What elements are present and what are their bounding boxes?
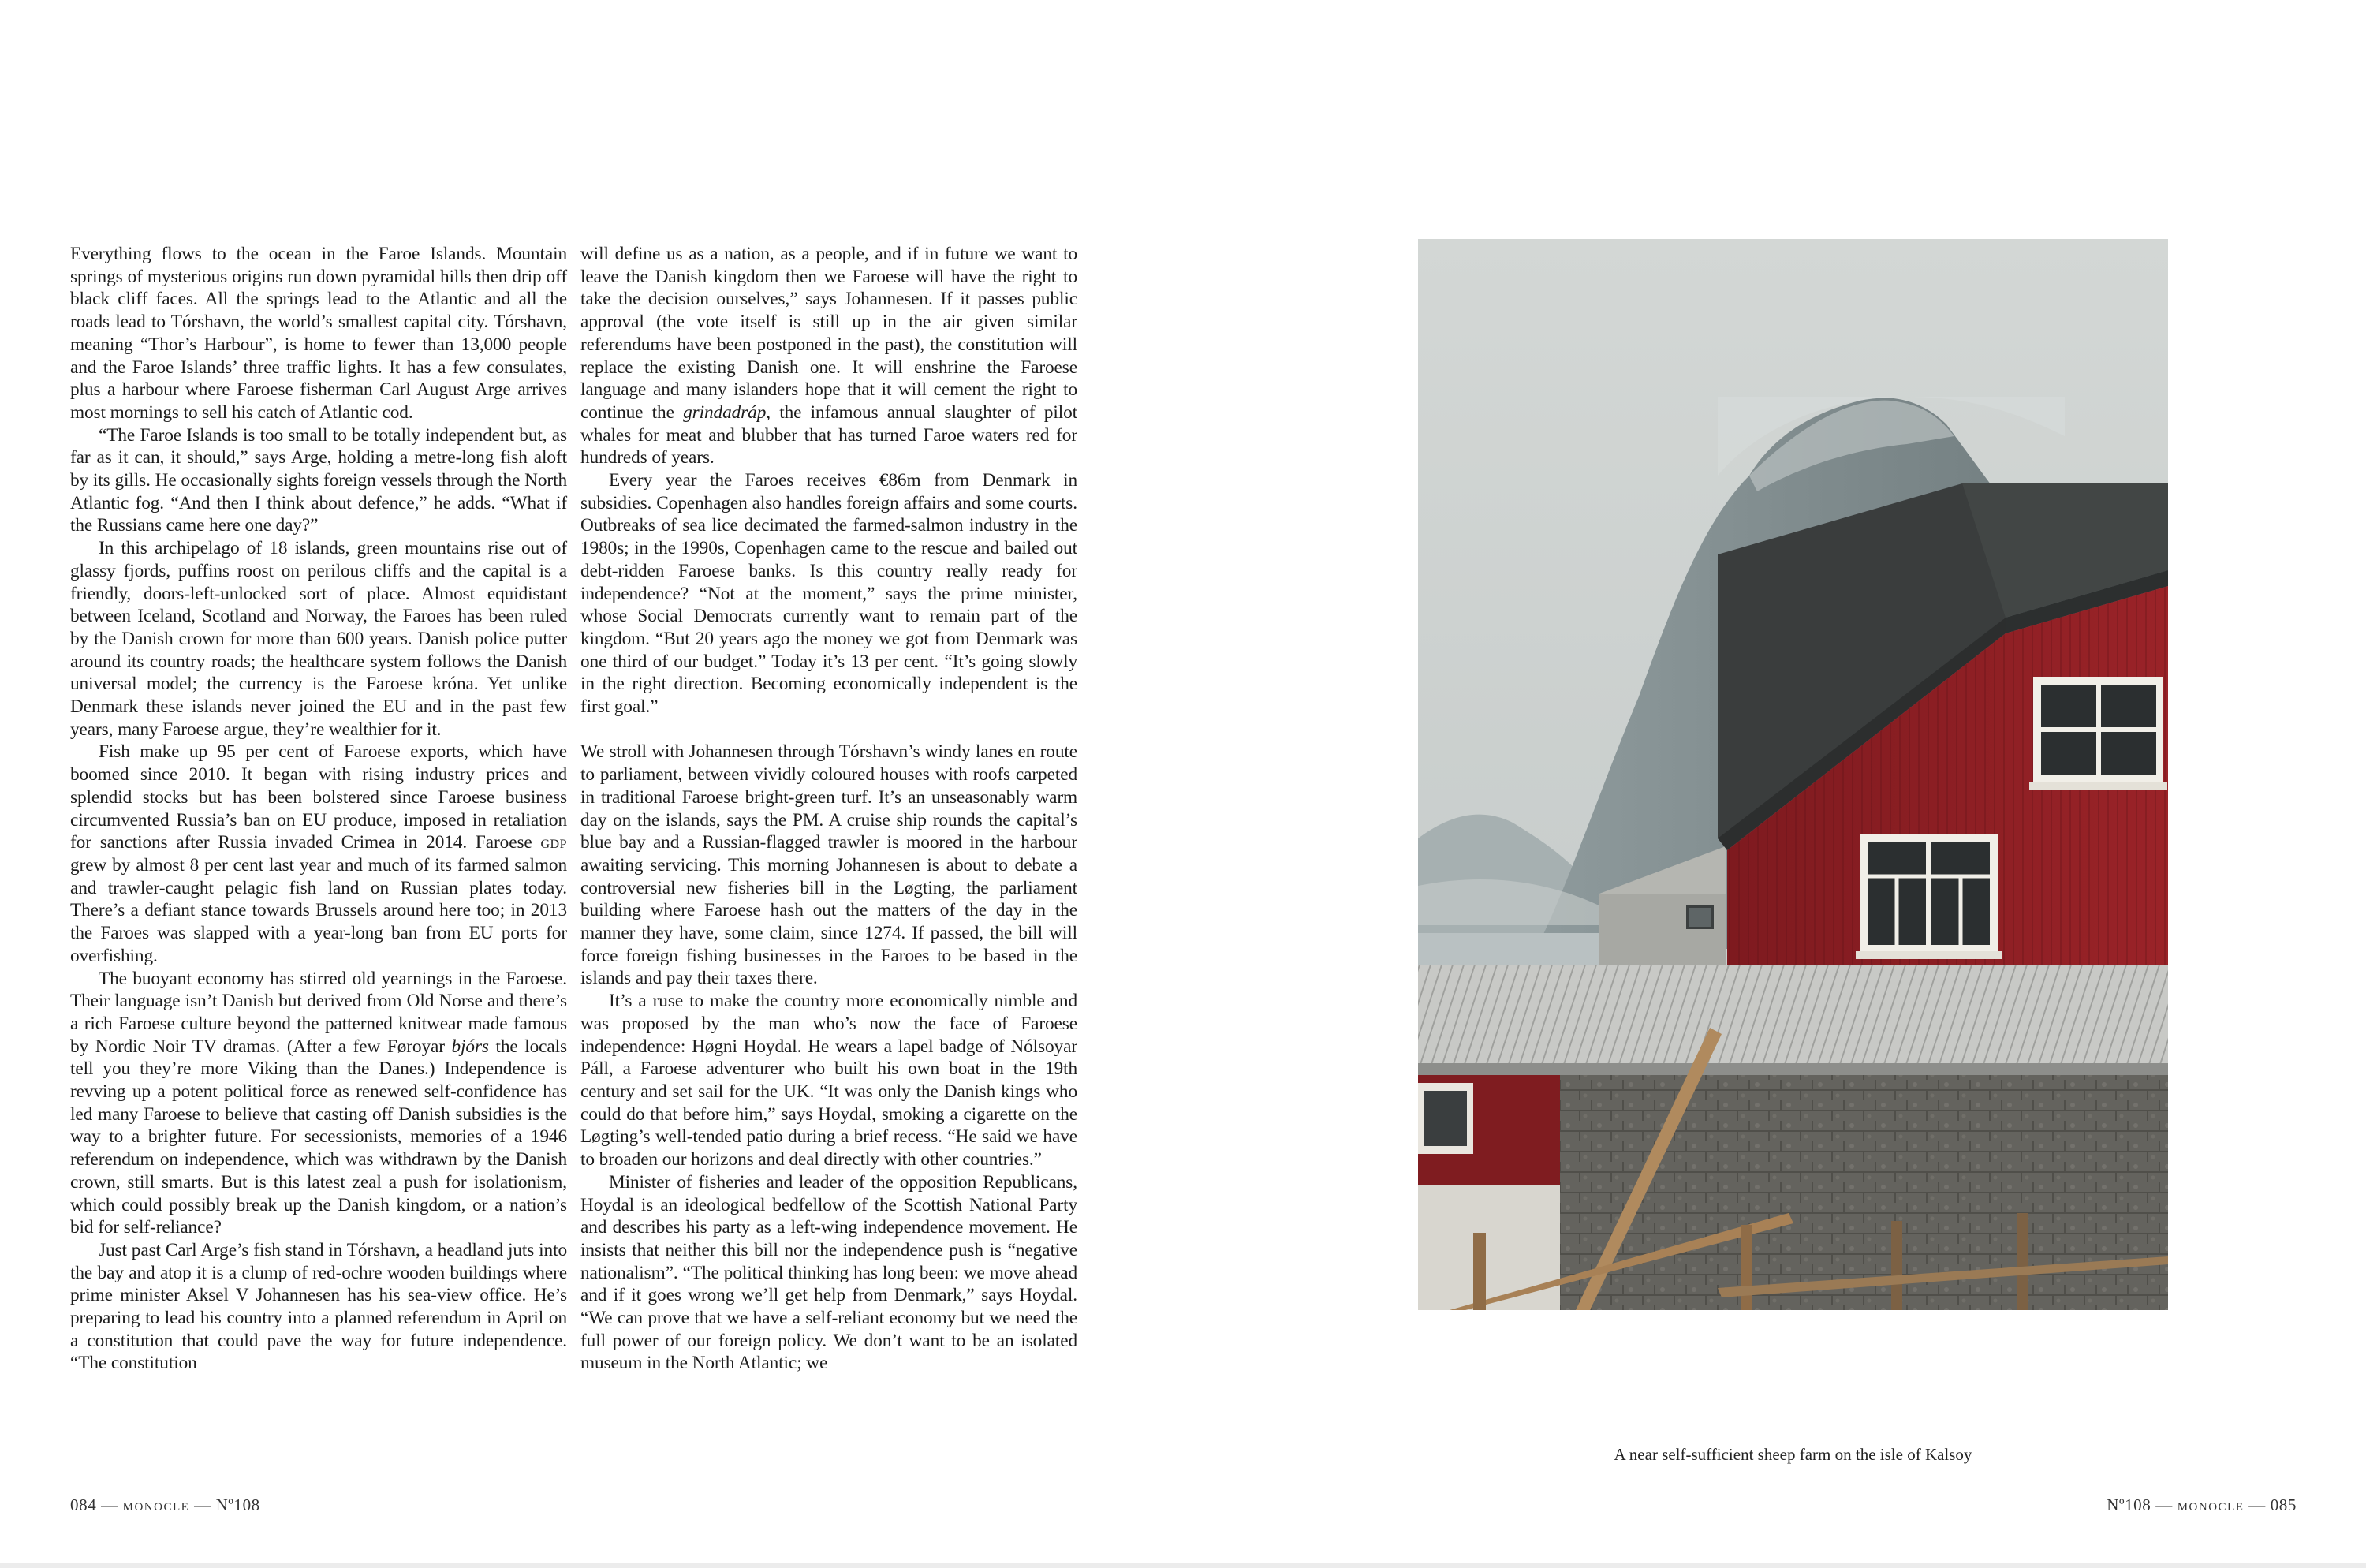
text-run: will define us as a nation, as a people, and if in future we want to leave the Danish kingdom then we Faroese will have the right to take the decision ourselves,” says Johannesen. If it passes public approval (the vote itself is still up in the air given similar referendums have been postponed in the past), the constitution will replace the existing Danish one. It will enshrine the Faroese language and many islanders hope that it will cement the right to continue the [580, 244, 1077, 423]
bottom-edge [0, 1563, 2366, 1568]
folio-separator: — [2244, 1495, 2271, 1514]
magazine-name: monocle [2177, 1495, 2245, 1514]
folio-right [2107, 1495, 2297, 1515]
italic-term: grindadráp [683, 401, 767, 423]
article-column-1 [70, 243, 567, 1375]
text-run: , the infamous annual slaughter of pilot whales for meat and blubber that has turned Faroe waters red for hundreds of years. [580, 401, 1077, 469]
paragraph [70, 741, 567, 967]
paragraph: We stroll with Johannesen through Tórshavn’s windy lanes en route to parliament, between vividly coloured houses with roofs carpeted in traditional Faroese bright-green turf. It’s an unseasonably warm day on the islands, says the PM. A cruise ship rounds the capital’s blue bay and a Russian-flagged trawler is moored in the harbour awaiting servicing. This morning Johannesen is about to debate a controversial new fisheries bill in the Løgting, the parliament building where Faroese hash out the matters of the day in the manner they have, some claim, since 1274. If passed, the bill will force foreign fishing businesses in the Faroes to be based in the islands and pay their taxes there. [580, 741, 1077, 989]
issue-number: Nº108 [215, 1495, 260, 1514]
paragraph: “The Faroe Islands is too small to be totally independent but, as far as it can, it should,” says Arge, holding a metre-long fish aloft by its gills. He occasionally sights foreign vessels through the North Atlantic fog. “And then I think about defence,” he adds. “What if the Russians came here one day?” [70, 424, 567, 536]
folio-separator: — [189, 1495, 216, 1514]
paragraph: Just past Carl Arge’s fish stand in Tórshavn, a headland juts into the bay and atop it is a clump of red-ochre wooden buildings where prime minister Aksel V Johannesen has his sea-view office. He’s preparing to lead his country into a planned referendum in April on a constitution that could pave the way for future independence. “The constitution [70, 1239, 567, 1374]
photo-red-farmhouse [1418, 239, 2168, 1310]
text-run: The buoyant economy has stirred old yearnings in the Faroese. Their language isn’t Danish but derived from Old Norse and there’s a rich Faroese culture beyond the patterned knitwear made famous by Nordic Noir TV dramas. (After a few Føroyar [70, 968, 567, 1057]
issue-number: Nº108 [2107, 1495, 2151, 1514]
paragraph: Everything flows to the ocean in the Faroe Islands. Mountain springs of mysterious origins run down pyramidal hills then drip off black cliff faces. All the springs lead to the Atlantic and all the roads lead to Tórshavn, the world’s smallest capital city. Tórshavn, meaning “Thor’s Harbour”, is home to fewer than 13,000 people and the Faroe Islands’ three traffic lights. It has a few consulates, plus a harbour where Faroese fisherman Carl August Arge arrives most mornings to sell his catch of Atlantic cod. [70, 244, 567, 423]
photo-caption: A near self-sufficient sheep farm on the isle of Kalsoy [1614, 1445, 1972, 1464]
paragraph: It’s a ruse to make the country more economically nimble and was proposed by the man who’s now the face of Faroese independence: Høgni Hoydal. He wears a lapel badge of Nólsoyar Páll, a Faroese adventurer who built his own boat in the 19th century and set sail for the UK. “It was only the Danish kings who could do that before him,” says Hoydal, smoking a cigarette on the Løgting’s well-tended patio during a brief recess. “He said we have to broaden our horizons and deal directly with other countries.” [580, 991, 1077, 1170]
paragraph [580, 243, 1077, 469]
paragraph: Minister of fisheries and leader of the opposition Republicans, Hoydal is an ideological bedfellow of the Scottish National Party and describes his party as a left-wing independence movement. He insists that neither this bill nor the independence push is “negative nationalism”. “The political thinking has long been: we move ahead and if it goes wrong we’ll get help from Denmark,” says Hoydal. “We can prove that we have a self-reliant economy but we need the full power of our foreign policy. We don’t want to be an isolated museum in the North Atlantic; we [580, 1171, 1077, 1374]
page-number: 084 [70, 1495, 97, 1514]
paragraph: In this archipelago of 18 islands, green mountains rise out of glassy fjords, puffins roost on perilous cliffs and the capital is a friendly, doors-left-unlocked sort of place. Almost equidistant between Iceland, Scotland and Norway, the Faroes has been ruled by the Danish crown for more than 600 years. Danish police putter around its country roads; the healthcare system follows the Danish universal model; the currency is the Faroese króna. Yet unlike Denmark these islands never joined the EU and in the past few years, many Faroese argue, they’re wealthier for it. [70, 538, 567, 740]
paragraph: Every year the Faroes receives €86m from Denmark in subsidies. Copenhagen also handles foreign affairs and some courts. Outbreaks of sea lice decimated the farmed-salmon industry in the 1980s; in the 1990s, Copenhagen came to the rescue and bailed out debt-ridden Faroese banks. Is this country really ready for independence? “Not at the moment,” says the prime minister, whose Social Democrats currently want to remain part of the kingdom. “But 20 years ago the money we got from Denmark was one third of our budget.” Today it’s 13 per cent. “It’s going slowly in the right direction. Becoming economically independent is the first goal.” [580, 470, 1077, 718]
folio-separator: — [2151, 1495, 2178, 1514]
folio-left [70, 1495, 260, 1515]
article-column-2 [580, 243, 1077, 1375]
text-run: grew by almost 8 per cent last year and much of its farmed salmon and trawler-caught pelagic fish land on Russian plates today. There’s a defiant stance towards Brussels around here too; in 2013 the Faroes was slapped with a year-long ban from EU ports for overfishing. [70, 854, 567, 966]
text-run: the locals tell you they’re more Viking than the Danes.) Independence is revving up a potent political force as renewed self-confidence has led many Faroese to believe that casting off Danish subsidies is the way to a brighter future. For secessionists, memories of a 1946 referendum on independence, which was withdrawn by the Danish crown, still smarts. But is this latest zeal a push for isolationism, which could possibly break up the Danish kingdom, or a nation’s bid for self-reliance? [70, 1036, 567, 1238]
text-run: Fish make up 95 per cent of Faroese exports, which have boomed since 2010. It began with rising industry prices and splendid stocks but has been bolstered since Faroese business circumvented Russia’s ban on EU produce, imposed in retaliation for sanctions after Russia invaded Crimea in 2014. Faroese [70, 741, 567, 853]
folio-separator: — [96, 1495, 123, 1514]
paragraph [70, 968, 567, 1239]
farmhouse-illustration [1418, 239, 2168, 1310]
magazine-name: monocle [122, 1495, 190, 1514]
gdp-abbreviation: gdp [540, 832, 567, 853]
page-number: 085 [2270, 1495, 2297, 1514]
italic-term: bjórs [451, 1036, 489, 1057]
